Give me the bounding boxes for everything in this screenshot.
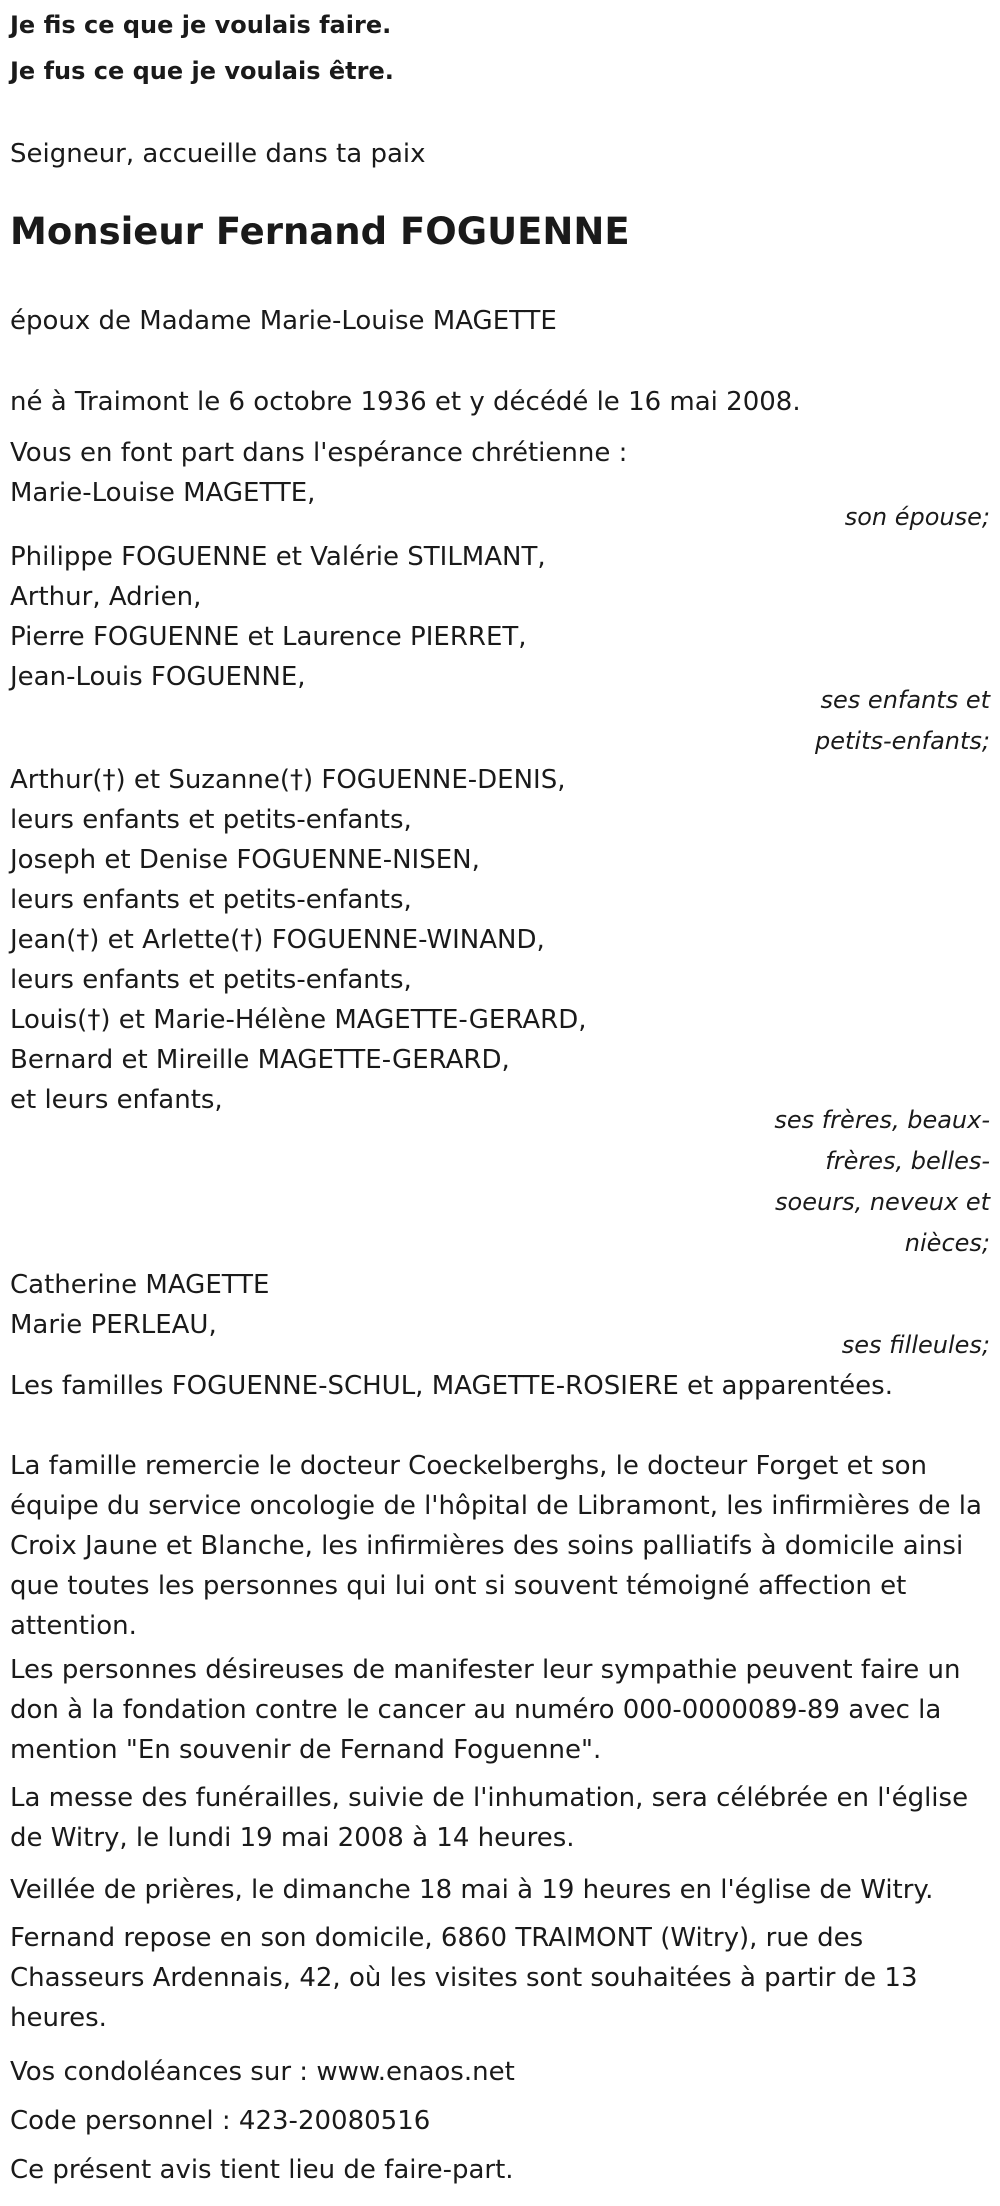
epigraph-line-1: Je fis ce que je voulais faire. — [10, 11, 392, 39]
personal-code-line: Code personnel : 423-20080516 — [10, 2106, 431, 2136]
relation-label-goddaughters: ses filleules; — [841, 1331, 990, 1359]
family-member: Marie PERLEAU, — [10, 1310, 217, 1340]
family-member: Pierre FOGUENNE et Laurence PIERRET, — [10, 622, 527, 652]
family-member: Joseph et Denise FOGUENNE-NISEN, — [10, 845, 480, 875]
family-member: Arthur(†) et Suzanne(†) FOGUENNE-DENIS, — [10, 765, 566, 795]
relation-label-siblings: ses frères, beaux-frères, belles-soeurs, neveux et nièces; — [774, 1106, 990, 1257]
condolences-line: Vos condoléances sur : www.enaos.net — [10, 2057, 515, 2087]
spouse-line: époux de Madame Marie-Louise MAGETTE — [10, 306, 557, 336]
extended-family-line: Les familles FOGUENNE-SCHUL, MAGETTE-ROSIERE et apparentées. — [10, 1371, 893, 1401]
funeral-paragraph: La messe des funérailles, suivie de l'inhumation, sera célébrée en l'église de Witry, le lundi 19 mai 2008 à 14 heures. — [10, 1783, 969, 1853]
family-member: Arthur, Adrien, — [10, 582, 202, 612]
family-member: leurs enfants et petits-enfants, — [10, 965, 412, 995]
visits-paragraph: Fernand repose en son domicile, 6860 TRAIMONT (Witry), rue des Chasseurs Ardennais, 42, où les visites sont souhaitées à partir de 13 heures. — [10, 1923, 918, 2033]
family-member: Catherine MAGETTE — [10, 1270, 270, 1300]
family-member: Louis(†) et Marie-Hélène MAGETTE-GERARD, — [10, 1005, 587, 1035]
epigraph-line-2: Je fus ce que je voulais être. — [10, 57, 394, 85]
vigil-paragraph: Veillée de prières, le dimanche 18 mai à 19 heures en l'église de Witry. — [10, 1875, 934, 1905]
family-member: Jean(†) et Arlette(†) FOGUENNE-WINAND, — [10, 925, 545, 955]
family-member: Jean-Louis FOGUENNE, — [10, 662, 306, 692]
family-group-siblings — [10, 760, 990, 1120]
family-member: leurs enfants et petits-enfants, — [10, 885, 412, 915]
family-member: Bernard et Mireille MAGETTE-GERARD, — [10, 1045, 510, 1075]
thanks-paragraph: La famille remercie le docteur Coeckelberghs, le docteur Forget et son équipe du service oncologie de l'hôpital de Libramont, les infirmières de la Croix Jaune et Blanche, les infirmières des soins palliatifs à domicile ainsi que toutes les personnes qui lui ont si souvent témoigné affection et attention. — [10, 1451, 982, 1641]
prayer-line: Seigneur, accueille dans ta paix — [10, 139, 426, 169]
family-member: Marie-Louise MAGETTE, — [10, 478, 316, 508]
birth-death-line: né à Traimont le 6 octobre 1936 et y décédé le 16 mai 2008. — [10, 387, 801, 417]
deceased-name: Monsieur Fernand FOGUENNE — [10, 210, 630, 253]
family-member: et leurs enfants, — [10, 1085, 223, 1115]
family-group-children — [10, 537, 990, 697]
donation-paragraph: Les personnes désireuses de manifester leur sympathie peuvent faire un don à la fondation contre le cancer au numéro 000-0000089-89 avec la mention "En souvenir de Fernand Foguenne". — [10, 1655, 961, 1765]
relation-label-spouse: son épouse; — [844, 503, 990, 531]
family-member: leurs enfants et petits-enfants, — [10, 805, 412, 835]
family-member: Philippe FOGUENNE et Valérie STILMANT, — [10, 542, 546, 572]
notice-line: Ce présent avis tient lieu de faire-part. — [10, 2155, 514, 2185]
announcement-line: Vous en font part dans l'espérance chrétienne : — [10, 438, 628, 468]
relation-label-children: ses enfants et petits-enfants; — [815, 686, 990, 755]
